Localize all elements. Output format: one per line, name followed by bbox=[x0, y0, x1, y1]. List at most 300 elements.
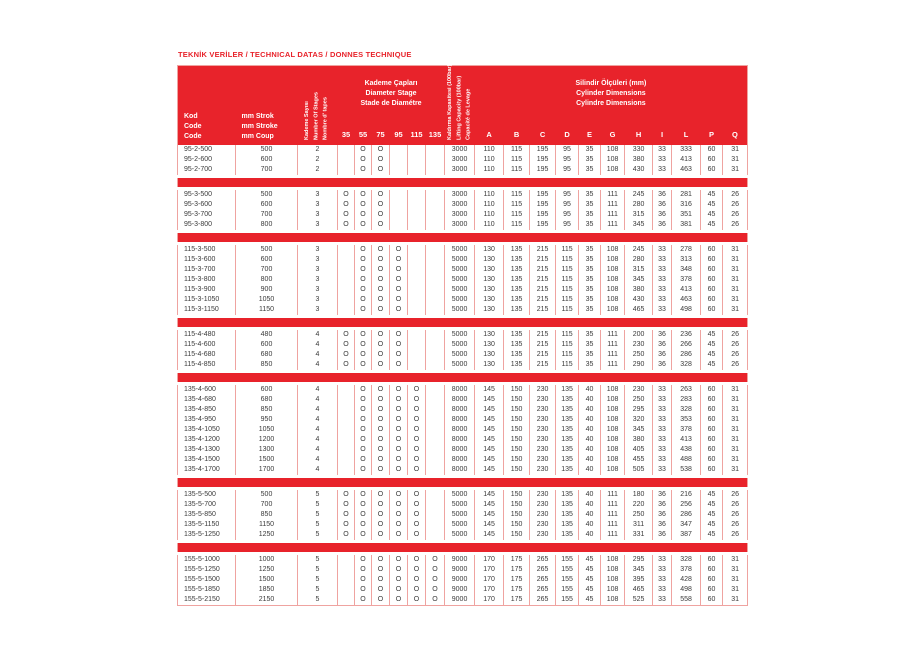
cell-dim-l: 316 bbox=[672, 200, 701, 210]
cell-stage-mark-115 bbox=[408, 155, 426, 165]
cell-stage-mark-55: O bbox=[355, 210, 372, 220]
cell-dim-a: 130 bbox=[475, 255, 504, 265]
table-row bbox=[178, 255, 748, 265]
cell-dim-g: 111 bbox=[601, 340, 625, 350]
cell-stage-mark-135 bbox=[426, 340, 445, 350]
cell-code: 115-4-480 bbox=[184, 331, 216, 338]
cell-code: 135-4-1700 bbox=[184, 466, 220, 473]
cell-stroke: 1250 bbox=[236, 530, 298, 542]
cell-dim-l: 387 bbox=[672, 530, 701, 542]
cell-dim-q: 31 bbox=[723, 575, 748, 585]
subheader-diameter-115: 115 bbox=[408, 124, 426, 145]
cell-capacity: 8000 bbox=[445, 395, 475, 405]
cell-dim-b: 150 bbox=[504, 489, 530, 501]
cell-dim-g: 111 bbox=[601, 530, 625, 542]
cell-dim-q: 31 bbox=[723, 265, 748, 275]
cell-dim-g: 108 bbox=[601, 455, 625, 465]
cell-dim-d: 135 bbox=[556, 395, 579, 405]
subheader-dim-b: B bbox=[504, 124, 530, 145]
cell-stage-mark-75: O bbox=[372, 265, 390, 275]
group-separator-bar bbox=[178, 317, 748, 329]
cell-capacity: 8000 bbox=[445, 425, 475, 435]
cell-stage-mark-35: O bbox=[338, 489, 355, 501]
cell-dim-a: 110 bbox=[475, 210, 504, 220]
cell-dim-q: 26 bbox=[723, 510, 748, 520]
cell-dim-d: 155 bbox=[556, 575, 579, 585]
cell-dim-h: 380 bbox=[625, 435, 653, 445]
cell-dim-d: 115 bbox=[556, 295, 579, 305]
cell-dim-g: 108 bbox=[601, 145, 625, 155]
cell-dim-q: 31 bbox=[723, 554, 748, 566]
cell-dim-l: 488 bbox=[672, 455, 701, 465]
cell-stage-mark-35 bbox=[338, 244, 355, 256]
cell-dim-g: 108 bbox=[601, 595, 625, 606]
cell-dim-l: 313 bbox=[672, 255, 701, 265]
cell-dim-b: 175 bbox=[504, 595, 530, 606]
cell-dim-h: 295 bbox=[625, 405, 653, 415]
cell-dim-h: 380 bbox=[625, 155, 653, 165]
cell-dim-l: 413 bbox=[672, 435, 701, 445]
cell-dim-p: 60 bbox=[701, 595, 723, 606]
cell-dim-g: 108 bbox=[601, 155, 625, 165]
cell-dim-i: 33 bbox=[653, 554, 672, 566]
cell-stage-mark-135 bbox=[426, 489, 445, 501]
cell-dim-d: 155 bbox=[556, 595, 579, 606]
cell-dim-c: 230 bbox=[530, 445, 556, 455]
cell-dim-c: 230 bbox=[530, 425, 556, 435]
cell-stage-mark-75: O bbox=[372, 585, 390, 595]
cell-stage-mark-135 bbox=[426, 265, 445, 275]
cell-dim-i: 36 bbox=[653, 350, 672, 360]
cell-dim-e: 35 bbox=[579, 200, 601, 210]
cell-dim-i: 36 bbox=[653, 510, 672, 520]
cell-dim-e: 35 bbox=[579, 244, 601, 256]
cell-capacity: 9000 bbox=[445, 575, 475, 585]
cell-stroke: 600 bbox=[236, 255, 298, 265]
cell-stage-mark-95: O bbox=[390, 575, 408, 585]
cell-dim-l: 351 bbox=[672, 210, 701, 220]
cell-stage-mark-35 bbox=[338, 165, 355, 177]
cell-stage-mark-35 bbox=[338, 295, 355, 305]
cell-stage-mark-135 bbox=[426, 500, 445, 510]
cell-stage-count: 4 bbox=[298, 445, 338, 455]
cell-dim-d: 115 bbox=[556, 340, 579, 350]
cell-dim-q: 31 bbox=[723, 425, 748, 435]
cell-code: 95-2-600 bbox=[184, 156, 213, 163]
cell-stage-mark-75: O bbox=[372, 445, 390, 455]
cell-dim-e: 40 bbox=[579, 384, 601, 396]
cell-stage-mark-115 bbox=[408, 340, 426, 350]
cell-stage-mark-135: O bbox=[426, 565, 445, 575]
cell-dim-e: 40 bbox=[579, 455, 601, 465]
cell-stage-mark-35: O bbox=[338, 329, 355, 341]
cell-stage-mark-35: O bbox=[338, 350, 355, 360]
cell-dim-b: 135 bbox=[504, 285, 530, 295]
cell-code: 135-4-1300 bbox=[184, 446, 220, 453]
cell-dim-d: 95 bbox=[556, 155, 579, 165]
cell-dim-h: 395 bbox=[625, 575, 653, 585]
subheader-diameter-135: 135 bbox=[426, 124, 445, 145]
cell-code: 155-5-1000 bbox=[184, 556, 220, 563]
cell-stage-mark-35: O bbox=[338, 360, 355, 372]
cell-dim-p: 45 bbox=[701, 189, 723, 201]
cell-stage-count: 3 bbox=[298, 275, 338, 285]
cell-capacity: 8000 bbox=[445, 455, 475, 465]
cell-dim-b: 175 bbox=[504, 565, 530, 575]
cell-dim-e: 35 bbox=[579, 350, 601, 360]
table-row bbox=[178, 435, 748, 445]
cell-stage-mark-95: O bbox=[390, 595, 408, 606]
cell-stage-mark-135 bbox=[426, 520, 445, 530]
header-diameter-group bbox=[338, 66, 445, 125]
cell-dim-p: 60 bbox=[701, 435, 723, 445]
cell-stage-mark-135 bbox=[426, 305, 445, 317]
cell-stage-count: 5 bbox=[298, 500, 338, 510]
cell-dim-e: 35 bbox=[579, 189, 601, 201]
cell-dim-d: 135 bbox=[556, 500, 579, 510]
cell-stage-mark-35 bbox=[338, 585, 355, 595]
table-row bbox=[178, 565, 748, 575]
cell-dim-d: 95 bbox=[556, 200, 579, 210]
cell-dim-d: 115 bbox=[556, 275, 579, 285]
cell-dim-g: 108 bbox=[601, 554, 625, 566]
cell-dim-l: 283 bbox=[672, 395, 701, 405]
cell-dim-p: 60 bbox=[701, 305, 723, 317]
cell-stage-mark-135 bbox=[426, 435, 445, 445]
cell-dim-d: 135 bbox=[556, 520, 579, 530]
cell-code: 95-3-700 bbox=[184, 211, 213, 218]
table-row bbox=[178, 530, 748, 542]
cell-dim-p: 60 bbox=[701, 455, 723, 465]
cell-dim-a: 145 bbox=[475, 530, 504, 542]
cell-stage-mark-115 bbox=[408, 285, 426, 295]
cell-stage-mark-135 bbox=[426, 244, 445, 256]
cell-dim-i: 33 bbox=[653, 155, 672, 165]
cell-capacity: 3000 bbox=[445, 145, 475, 155]
cell-stage-mark-95: O bbox=[390, 435, 408, 445]
group-separator-bar bbox=[178, 372, 748, 384]
cell-stage-mark-115: O bbox=[408, 530, 426, 542]
cell-dim-l: 333 bbox=[672, 145, 701, 155]
cell-stroke: 680 bbox=[236, 395, 298, 405]
cell-dim-q: 26 bbox=[723, 500, 748, 510]
cell-stage-count: 4 bbox=[298, 435, 338, 445]
cell-dim-c: 195 bbox=[530, 220, 556, 232]
cell-stage-mark-55: O bbox=[355, 360, 372, 372]
cell-stage-mark-75: O bbox=[372, 489, 390, 501]
cell-stage-count: 5 bbox=[298, 565, 338, 575]
cell-dim-b: 135 bbox=[504, 360, 530, 372]
cell-dim-h: 315 bbox=[625, 265, 653, 275]
cell-dim-c: 265 bbox=[530, 575, 556, 585]
cell-stage-mark-75: O bbox=[372, 210, 390, 220]
cell-dim-i: 36 bbox=[653, 500, 672, 510]
cell-dim-h: 245 bbox=[625, 189, 653, 201]
cell-dim-h: 430 bbox=[625, 165, 653, 177]
cell-dim-b: 150 bbox=[504, 415, 530, 425]
cell-stage-mark-35 bbox=[338, 285, 355, 295]
cell-stage-mark-55: O bbox=[355, 275, 372, 285]
group-separator bbox=[178, 477, 748, 489]
table-row bbox=[178, 500, 748, 510]
cell-dim-c: 215 bbox=[530, 275, 556, 285]
technical-data-table bbox=[177, 65, 748, 606]
cell-stage-mark-135 bbox=[426, 384, 445, 396]
cell-stroke: 1200 bbox=[236, 435, 298, 445]
cell-stage-mark-55: O bbox=[355, 445, 372, 455]
cell-stage-count: 3 bbox=[298, 285, 338, 295]
data-sheet bbox=[177, 50, 747, 606]
cell-dim-p: 45 bbox=[701, 340, 723, 350]
cell-stage-mark-135 bbox=[426, 145, 445, 155]
cell-stage-mark-95: O bbox=[390, 255, 408, 265]
cell-stage-mark-135 bbox=[426, 165, 445, 177]
cell-dim-g: 111 bbox=[601, 500, 625, 510]
table-header bbox=[178, 66, 748, 146]
cell-stage-mark-55: O bbox=[355, 455, 372, 465]
cell-stage-mark-115: O bbox=[408, 445, 426, 455]
cell-dim-c: 215 bbox=[530, 305, 556, 317]
table-row bbox=[178, 295, 748, 305]
cell-capacity: 3000 bbox=[445, 155, 475, 165]
cell-dim-l: 381 bbox=[672, 220, 701, 232]
cell-capacity: 9000 bbox=[445, 554, 475, 566]
cell-stage-mark-115 bbox=[408, 165, 426, 177]
cell-stage-mark-35: O bbox=[338, 520, 355, 530]
cell-stage-count: 4 bbox=[298, 360, 338, 372]
cell-dim-e: 40 bbox=[579, 395, 601, 405]
table-row bbox=[178, 425, 748, 435]
cell-code: 135-4-680 bbox=[184, 396, 216, 403]
header-diameter-fr: Stade de Diamétre bbox=[360, 99, 422, 107]
cell-dim-h: 290 bbox=[625, 360, 653, 372]
cell-dim-g: 108 bbox=[601, 395, 625, 405]
cell-stage-mark-35: O bbox=[338, 500, 355, 510]
cell-stage-mark-35 bbox=[338, 595, 355, 606]
cell-stage-mark-35 bbox=[338, 275, 355, 285]
cell-dim-i: 33 bbox=[653, 265, 672, 275]
cell-dim-p: 45 bbox=[701, 210, 723, 220]
cell-dim-e: 35 bbox=[579, 275, 601, 285]
page-title: TEKNİK VERİLER / TECHNICAL DATAS / DONNES TECHNIQUE bbox=[178, 50, 412, 59]
cell-stage-mark-55: O bbox=[355, 465, 372, 477]
cell-dim-c: 195 bbox=[530, 145, 556, 155]
cell-stroke: 600 bbox=[236, 155, 298, 165]
cell-dim-c: 230 bbox=[530, 510, 556, 520]
cell-stroke: 2150 bbox=[236, 595, 298, 606]
cell-stage-mark-35 bbox=[338, 465, 355, 477]
cell-stage-mark-95: O bbox=[390, 465, 408, 477]
cell-stage-count: 5 bbox=[298, 585, 338, 595]
cell-stage-mark-75: O bbox=[372, 155, 390, 165]
cell-dim-l: 378 bbox=[672, 425, 701, 435]
cell-stage-count: 2 bbox=[298, 145, 338, 155]
subheader-dim-p: P bbox=[701, 124, 723, 145]
cell-dim-e: 40 bbox=[579, 405, 601, 415]
cell-dim-p: 60 bbox=[701, 244, 723, 256]
cell-stage-mark-115: O bbox=[408, 455, 426, 465]
cell-stage-mark-135 bbox=[426, 395, 445, 405]
cell-capacity: 3000 bbox=[445, 210, 475, 220]
cell-dim-p: 45 bbox=[701, 329, 723, 341]
cell-stroke: 850 bbox=[236, 510, 298, 520]
cell-dim-e: 40 bbox=[579, 500, 601, 510]
cell-stage-mark-35 bbox=[338, 395, 355, 405]
cell-dim-h: 245 bbox=[625, 244, 653, 256]
cell-dim-q: 31 bbox=[723, 395, 748, 405]
cell-dim-b: 150 bbox=[504, 445, 530, 455]
cell-stage-mark-115 bbox=[408, 360, 426, 372]
cell-dim-c: 230 bbox=[530, 405, 556, 415]
cell-stage-mark-95: O bbox=[390, 244, 408, 256]
cell-dim-a: 110 bbox=[475, 155, 504, 165]
table-row bbox=[178, 415, 748, 425]
cell-stroke: 600 bbox=[236, 384, 298, 396]
cell-dim-d: 115 bbox=[556, 244, 579, 256]
cell-code: 115-3-900 bbox=[184, 286, 216, 293]
cell-stage-mark-135 bbox=[426, 455, 445, 465]
cell-dim-b: 115 bbox=[504, 189, 530, 201]
cell-stroke: 1150 bbox=[236, 305, 298, 317]
cell-dim-a: 110 bbox=[475, 189, 504, 201]
cell-dim-q: 31 bbox=[723, 585, 748, 595]
cell-dim-b: 175 bbox=[504, 575, 530, 585]
cell-stage-mark-35: O bbox=[338, 189, 355, 201]
cell-stage-mark-135 bbox=[426, 360, 445, 372]
cell-stroke: 1500 bbox=[236, 575, 298, 585]
cell-dim-b: 135 bbox=[504, 275, 530, 285]
cell-dim-p: 60 bbox=[701, 165, 723, 177]
cell-stage-mark-75: O bbox=[372, 554, 390, 566]
cell-stroke: 1300 bbox=[236, 445, 298, 455]
cell-dim-q: 26 bbox=[723, 520, 748, 530]
cell-stage-count: 3 bbox=[298, 295, 338, 305]
cell-stage-mark-75: O bbox=[372, 220, 390, 232]
cell-dim-d: 135 bbox=[556, 489, 579, 501]
table-row bbox=[178, 595, 748, 606]
cell-code: 135-4-850 bbox=[184, 406, 216, 413]
cell-dim-b: 150 bbox=[504, 384, 530, 396]
cell-capacity: 5000 bbox=[445, 500, 475, 510]
cell-stage-mark-95: O bbox=[390, 305, 408, 317]
table-row bbox=[178, 285, 748, 295]
cell-dim-g: 108 bbox=[601, 384, 625, 396]
cell-stage-count: 3 bbox=[298, 244, 338, 256]
header-diameter-tr: Kademe Çapları bbox=[364, 80, 418, 88]
cell-dim-l: 413 bbox=[672, 285, 701, 295]
cell-stage-mark-55: O bbox=[355, 500, 372, 510]
cell-dim-e: 45 bbox=[579, 565, 601, 575]
cell-dim-i: 36 bbox=[653, 530, 672, 542]
cell-dim-i: 33 bbox=[653, 465, 672, 477]
cell-dim-e: 40 bbox=[579, 445, 601, 455]
cell-stage-mark-95: O bbox=[390, 405, 408, 415]
cell-dim-e: 35 bbox=[579, 155, 601, 165]
cell-dim-p: 45 bbox=[701, 350, 723, 360]
cell-dim-h: 315 bbox=[625, 210, 653, 220]
cell-stage-mark-95: O bbox=[390, 585, 408, 595]
cell-dim-g: 108 bbox=[601, 244, 625, 256]
cell-stage-mark-135 bbox=[426, 189, 445, 201]
cell-capacity: 3000 bbox=[445, 165, 475, 177]
cell-dim-a: 145 bbox=[475, 415, 504, 425]
cell-dim-l: 263 bbox=[672, 384, 701, 396]
cell-dim-c: 195 bbox=[530, 200, 556, 210]
cell-dim-l: 236 bbox=[672, 329, 701, 341]
cell-stage-mark-95: O bbox=[390, 510, 408, 520]
cell-dim-c: 215 bbox=[530, 295, 556, 305]
cell-capacity: 8000 bbox=[445, 445, 475, 455]
cell-capacity: 8000 bbox=[445, 384, 475, 396]
table-row bbox=[178, 445, 748, 455]
cell-stage-mark-95: O bbox=[390, 554, 408, 566]
header-cylinder-group bbox=[475, 66, 748, 125]
cell-dim-e: 45 bbox=[579, 575, 601, 585]
group-separator bbox=[178, 372, 748, 384]
cell-stage-mark-55: O bbox=[355, 384, 372, 396]
cell-dim-p: 60 bbox=[701, 295, 723, 305]
cell-dim-l: 378 bbox=[672, 275, 701, 285]
cell-dim-e: 35 bbox=[579, 305, 601, 317]
cell-stage-mark-35: O bbox=[338, 530, 355, 542]
cell-stage-count: 3 bbox=[298, 189, 338, 201]
cell-dim-q: 31 bbox=[723, 155, 748, 165]
cell-dim-q: 31 bbox=[723, 165, 748, 177]
cell-stage-mark-55: O bbox=[355, 425, 372, 435]
cell-dim-i: 33 bbox=[653, 435, 672, 445]
cell-dim-c: 230 bbox=[530, 520, 556, 530]
subheader-diameter-75: 75 bbox=[372, 124, 390, 145]
cell-stroke: 1050 bbox=[236, 295, 298, 305]
cell-dim-c: 215 bbox=[530, 255, 556, 265]
cell-dim-i: 36 bbox=[653, 329, 672, 341]
cell-dim-b: 115 bbox=[504, 165, 530, 177]
cell-dim-b: 135 bbox=[504, 244, 530, 256]
cell-stage-mark-75: O bbox=[372, 350, 390, 360]
cell-dim-i: 36 bbox=[653, 189, 672, 201]
cell-stage-mark-95: O bbox=[390, 265, 408, 275]
cell-stage-mark-55: O bbox=[355, 305, 372, 317]
cell-stage-mark-115: O bbox=[408, 554, 426, 566]
cell-dim-i: 33 bbox=[653, 384, 672, 396]
cell-dim-h: 230 bbox=[625, 384, 653, 396]
cell-dim-h: 250 bbox=[625, 350, 653, 360]
cell-dim-h: 250 bbox=[625, 395, 653, 405]
cell-stage-count: 4 bbox=[298, 395, 338, 405]
cell-dim-i: 36 bbox=[653, 210, 672, 220]
table-row bbox=[178, 165, 748, 177]
cell-dim-q: 26 bbox=[723, 220, 748, 232]
cell-stage-mark-75: O bbox=[372, 435, 390, 445]
cell-stage-mark-35 bbox=[338, 425, 355, 435]
cell-stage-mark-115: O bbox=[408, 520, 426, 530]
cell-stage-mark-115: O bbox=[408, 500, 426, 510]
cell-capacity: 5000 bbox=[445, 360, 475, 372]
cell-capacity: 5000 bbox=[445, 295, 475, 305]
subheader-dim-d: D bbox=[556, 124, 579, 145]
cell-stage-mark-135 bbox=[426, 285, 445, 295]
cell-dim-i: 33 bbox=[653, 415, 672, 425]
group-separator-bar bbox=[178, 177, 748, 189]
cell-stage-mark-55: O bbox=[355, 265, 372, 275]
cell-stage-mark-135 bbox=[426, 200, 445, 210]
cell-stage-mark-75: O bbox=[372, 305, 390, 317]
cell-dim-q: 31 bbox=[723, 255, 748, 265]
cell-stage-mark-55: O bbox=[355, 415, 372, 425]
cell-stage-mark-55: O bbox=[355, 295, 372, 305]
cell-dim-b: 135 bbox=[504, 255, 530, 265]
cell-stage-mark-115 bbox=[408, 305, 426, 317]
